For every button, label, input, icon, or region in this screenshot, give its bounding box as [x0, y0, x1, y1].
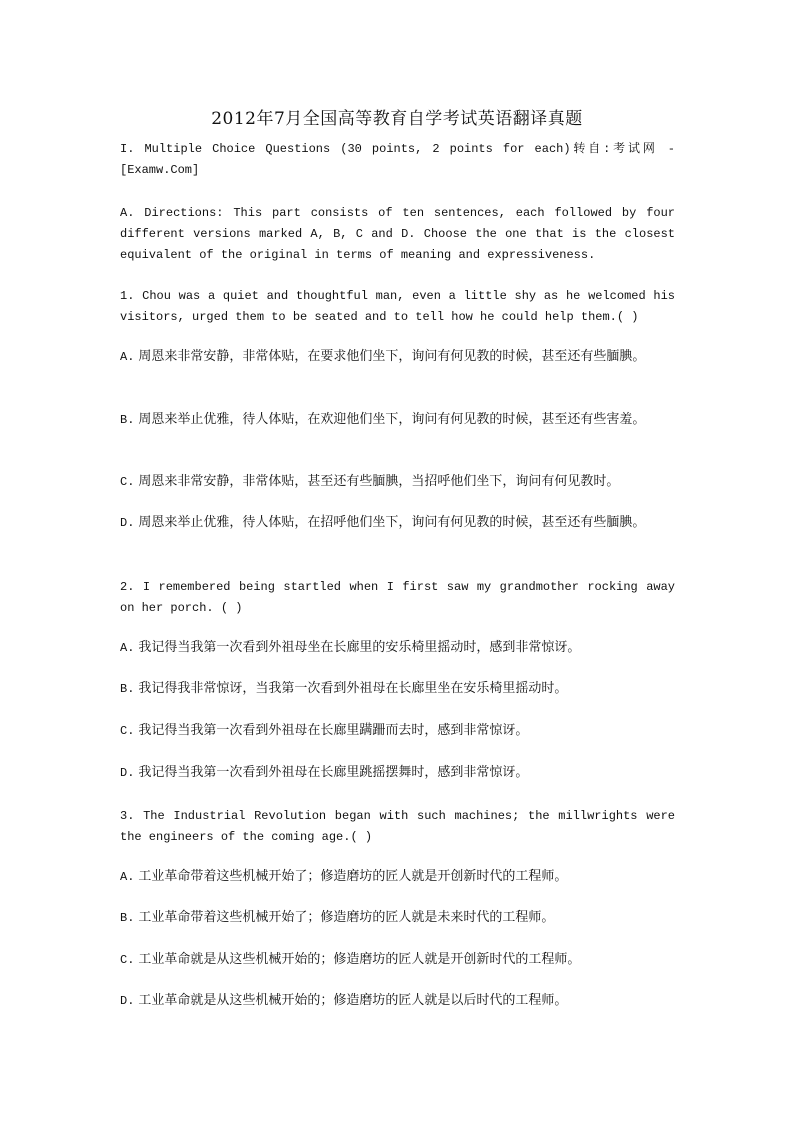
directions-text: A. Directions: This part consists of ten sentences, each followed by four different versions marked A, B, C and D. Choose the one that is the closest equivalent of the original in terms of meaning and expressiveness.: [120, 206, 675, 262]
question-1-option-c: [120, 471, 700, 493]
question-2-option-d: [120, 762, 700, 784]
question-1-option-a: [120, 346, 700, 368]
question-3-option-d: [120, 990, 700, 1012]
question-1-option-d: [120, 512, 700, 534]
option-label: C.: [120, 475, 135, 489]
section-heading: I. Multiple Choice Questions (30 points, 2 points for each)转自:考试网 - [Examw.Com]: [120, 142, 675, 177]
option-label: B.: [120, 413, 135, 427]
page-title: 2012年7月全国高等教育自学考试英语翻译真题: [211, 109, 583, 129]
option-text: 工业革命带着这些机械开始了；修造磨坊的匠人就是未来时代的工程师。: [138, 910, 555, 925]
option-label: A.: [120, 641, 135, 655]
option-label: D.: [120, 516, 135, 530]
option-label: C.: [120, 953, 135, 967]
option-text: 工业革命就是从这些机械开始的；修造磨坊的匠人就是开创新时代的工程师。: [138, 952, 581, 967]
question-1-option-b: [120, 409, 700, 431]
question-2-stem: 2. I remembered being startled when I first saw my grandmother rocking away on her porch. ( ): [120, 580, 675, 615]
option-text: 工业革命带着这些机械开始了；修造磨坊的匠人就是开创新时代的工程师。: [138, 869, 568, 884]
option-text: 周恩来举止优雅，待人体贴，在招呼他们坐下，询问有何见教的时候，甚至还有些腼腆。: [138, 515, 646, 530]
option-label: C.: [120, 724, 135, 738]
question-2-option-a: [120, 637, 700, 659]
question-3-stem: 3. The Industrial Revolution began with such machines; the millwrights were the engineers of the coming age.( ): [120, 809, 675, 844]
option-label: B.: [120, 682, 135, 696]
option-text: 周恩来非常安静，非常体贴，在要求他们坐下，询问有何见教的时候，甚至还有些腼腆。: [138, 349, 646, 364]
option-text: 我记得当我第一次看到外祖母坐在长廊里的安乐椅里摇动时，感到非常惊讶。: [138, 640, 581, 655]
question-2-option-c: [120, 720, 700, 742]
question-3-option-a: [120, 866, 700, 888]
question-2-option-b: [120, 678, 700, 700]
option-text: 我记得我非常惊讶，当我第一次看到外祖母在长廊里坐在安乐椅里摇动时。: [138, 681, 568, 696]
option-text: 我记得当我第一次看到外祖母在长廊里蹒跚而去时，感到非常惊讶。: [138, 723, 529, 738]
option-label: B.: [120, 911, 135, 925]
question-3-option-c: [120, 949, 700, 971]
question-3-option-b: [120, 907, 700, 929]
option-text: 工业革命就是从这些机械开始的；修造磨坊的匠人就是以后时代的工程师。: [138, 993, 568, 1008]
option-label: A.: [120, 350, 135, 364]
option-label: A.: [120, 870, 135, 884]
option-text: 周恩来举止优雅，待人体贴，在欢迎他们坐下，询问有何见教的时候，甚至还有些害羞。: [138, 412, 646, 427]
question-1-stem: 1. Chou was a quiet and thoughtful man, even a little shy as he welcomed his visitors, urged them to be seated and to tell how he could help them.( ): [120, 289, 675, 324]
option-label: D.: [120, 766, 135, 780]
option-text: 我记得当我第一次看到外祖母在长廊里跳摇摆舞时，感到非常惊讶。: [138, 765, 529, 780]
option-text: 周恩来非常安静，非常体贴，甚至还有些腼腆，当招呼他们坐下，询问有何见教时。: [138, 474, 620, 489]
option-label: D.: [120, 994, 135, 1008]
